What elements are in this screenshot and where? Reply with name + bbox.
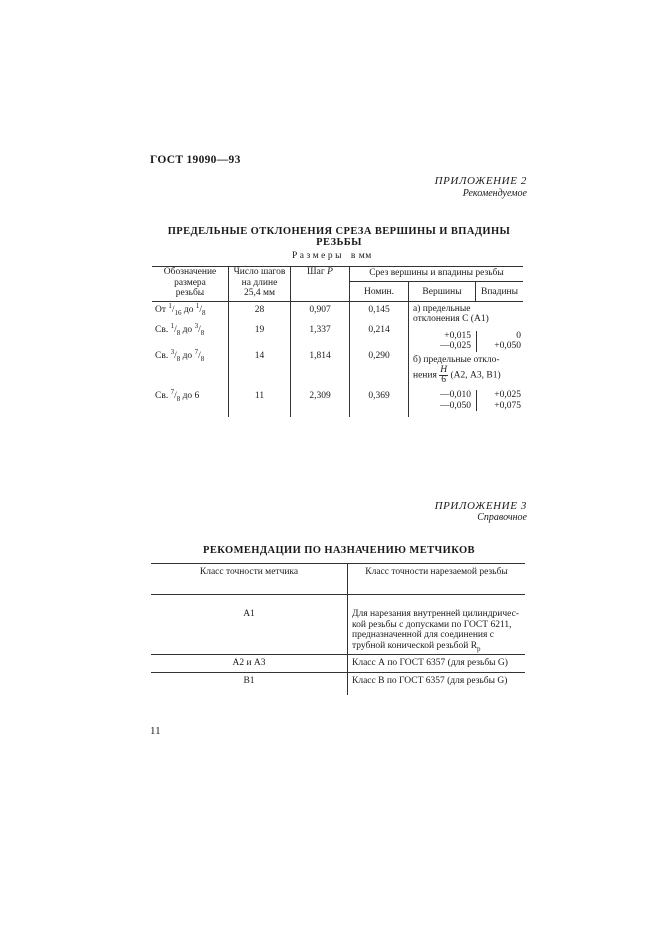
fraction-denominator: 8 xyxy=(176,328,181,337)
row-threads: 14 xyxy=(229,351,291,391)
designation-prefix: От xyxy=(155,304,167,315)
document-code: ГОСТ 19090—93 xyxy=(150,154,241,166)
deviation-a-crest-upper: +0,015 xyxy=(413,331,477,342)
deviation-a-crest-lower: —0,025 xyxy=(413,341,477,352)
fraction-denominator: 8 xyxy=(202,308,206,317)
section-1-title-line-1: ПРЕДЕЛЬНЫЕ ОТКЛОНЕНИЯ СРЕЗА ВЕРШИНЫ И ВПАДИНЫ xyxy=(167,226,511,237)
header-pitch-symbol: P xyxy=(327,267,333,277)
row-tap-class: A2 и А3 xyxy=(151,655,348,673)
row-thread-class: Класс В по ГОСТ 6357 (для резьбы G) xyxy=(352,675,508,686)
deviation-a-root-upper: 0 xyxy=(516,330,521,341)
table-row xyxy=(151,595,525,655)
fraction-denominator: 16 xyxy=(174,308,182,317)
fraction-denominator: 8 xyxy=(200,354,205,363)
deviation-a-root-lower: +0,050 xyxy=(494,341,521,351)
subscript: p xyxy=(477,644,481,653)
header-cut-group: Срез вершины и впадины резьбы xyxy=(350,267,524,282)
header-crest: Вершины xyxy=(409,281,476,301)
deviation-b-prefix: нения xyxy=(413,370,437,381)
deviation-b-root-upper: +0,025 xyxy=(494,390,521,400)
row-nominal: 0,145 xyxy=(350,301,409,323)
row-tap-class: A1 xyxy=(151,595,348,655)
designation-to: до 6 xyxy=(182,390,200,401)
section-1-title xyxy=(150,226,528,248)
row-nominal: 0,369 xyxy=(350,391,409,417)
description-line: Для нарезания внутренней цилиндричес- xyxy=(352,609,519,619)
header-threads-line: на длине xyxy=(241,277,278,288)
deviation-b-label: б) предельные откло- xyxy=(413,354,500,365)
fraction-numerator: 3 xyxy=(194,321,199,330)
appendix-3-title: ПРИЛОЖЕНИЕ 3 xyxy=(434,500,527,512)
description-line: трубной конической резьбой R xyxy=(352,640,478,651)
description-line: предназначенной для соединения с xyxy=(352,630,494,640)
table-row xyxy=(151,655,525,673)
deviation-b-crest-lower: —0,050 xyxy=(413,401,477,412)
deviation-values xyxy=(409,301,524,417)
description-line: кой резьбы с допусками по ГОСТ 6211, xyxy=(352,619,512,630)
deviation-a-label: а) предельные xyxy=(413,303,471,314)
table-row xyxy=(151,672,525,695)
row-pitch: 2,309 xyxy=(291,391,350,417)
header-pitch-label: Шаг xyxy=(307,267,325,277)
row-pitch: 0,907 xyxy=(291,301,350,323)
header-designation-line: Обозначение xyxy=(163,267,217,277)
table-row xyxy=(152,301,523,323)
header-designation xyxy=(152,267,229,302)
fraction-numerator: 7 xyxy=(170,387,175,396)
row-pitch: 1,814 xyxy=(291,351,350,391)
row-pitch: 1,337 xyxy=(291,323,350,351)
header-tap-class: Класс точности метчика xyxy=(151,564,348,595)
fraction-numerator: H xyxy=(440,365,448,375)
fraction-denominator: 8 xyxy=(176,394,181,403)
recommendations-table xyxy=(151,563,525,695)
header-designation-line: размера xyxy=(174,277,206,288)
section-2-title: РЕКОМЕНДАЦИИ ПО НАЗНАЧЕНИЮ МЕТЧИКОВ xyxy=(203,545,475,556)
section-1-title-line-2: РЕЗЬБЫ xyxy=(316,237,362,248)
row-designation: От $^1/_{16}$ до $^1/_8$ xyxy=(152,301,229,323)
appendix-2-subtitle: Рекомендуемое xyxy=(462,188,527,199)
deviation-b-root-lower: +0,075 xyxy=(494,400,521,411)
header-root: Впадины xyxy=(476,281,524,301)
row-threads: 28 xyxy=(229,301,291,323)
row-thread-class: Класс А по ГОСТ 6357 (для резьбы G) xyxy=(348,655,526,673)
header-threads-line: Число шагов xyxy=(233,267,286,277)
header-thread-class: Класс точности нарезаемой резьбы xyxy=(348,564,526,595)
row-nominal: 0,214 xyxy=(350,323,409,351)
designation-prefix: Св. xyxy=(155,390,169,401)
sizes-unit: в мм xyxy=(350,251,372,261)
row-designation: Св. $^3/_8$ до $^7/_8$ xyxy=(152,351,229,391)
appendix-3-subtitle: Справочное xyxy=(477,512,527,523)
fraction-numerator: 3 xyxy=(170,347,175,356)
page-number: 11 xyxy=(150,725,161,737)
deviation-a-label: отклонения С (А1) xyxy=(413,314,489,324)
fraction-numerator: 7 xyxy=(194,347,199,356)
sizes-caption xyxy=(292,251,372,261)
row-thread-class xyxy=(348,595,526,655)
header-designation-line: резьбы xyxy=(175,288,205,298)
designation-to: до xyxy=(182,324,193,335)
header-threads-line: 25,4 мм xyxy=(243,288,276,298)
designation-to: до xyxy=(182,350,193,361)
designation-prefix: Св. xyxy=(155,350,169,361)
header-nominal: Номин. xyxy=(350,281,409,301)
row-nominal: 0,290 xyxy=(350,351,409,391)
header-threads xyxy=(229,267,291,302)
designation-to: до xyxy=(183,304,194,315)
row-threads: 19 xyxy=(229,323,291,351)
fraction-numerator: 1 xyxy=(170,321,175,330)
row-threads: 11 xyxy=(229,391,291,417)
appendix-2-title: ПРИЛОЖЕНИЕ 2 xyxy=(434,175,527,187)
row-tap-class: B1 xyxy=(151,672,348,695)
fraction-denominator: 8 xyxy=(176,354,181,363)
deviation-b-classes: (А2, А3, В1) xyxy=(450,370,501,381)
row-designation: Св. $^7/_8$ до 6 xyxy=(152,391,229,417)
header-pitch xyxy=(291,267,350,302)
h-over-6-fraction xyxy=(439,366,448,385)
fraction-denominator: 8 xyxy=(200,328,205,337)
row-designation: Св. $^1/_8$ до $^3/_8$ xyxy=(152,323,229,351)
designation-prefix: Св. xyxy=(155,324,169,335)
fraction-numerator: 1 xyxy=(195,301,200,310)
fraction-numerator: 1 xyxy=(168,301,172,310)
deviations-table xyxy=(152,266,523,417)
deviation-b-crest-upper: —0,010 xyxy=(413,390,477,401)
sizes-label: Размеры xyxy=(292,251,344,261)
fraction-denominator: 6 xyxy=(441,375,447,385)
